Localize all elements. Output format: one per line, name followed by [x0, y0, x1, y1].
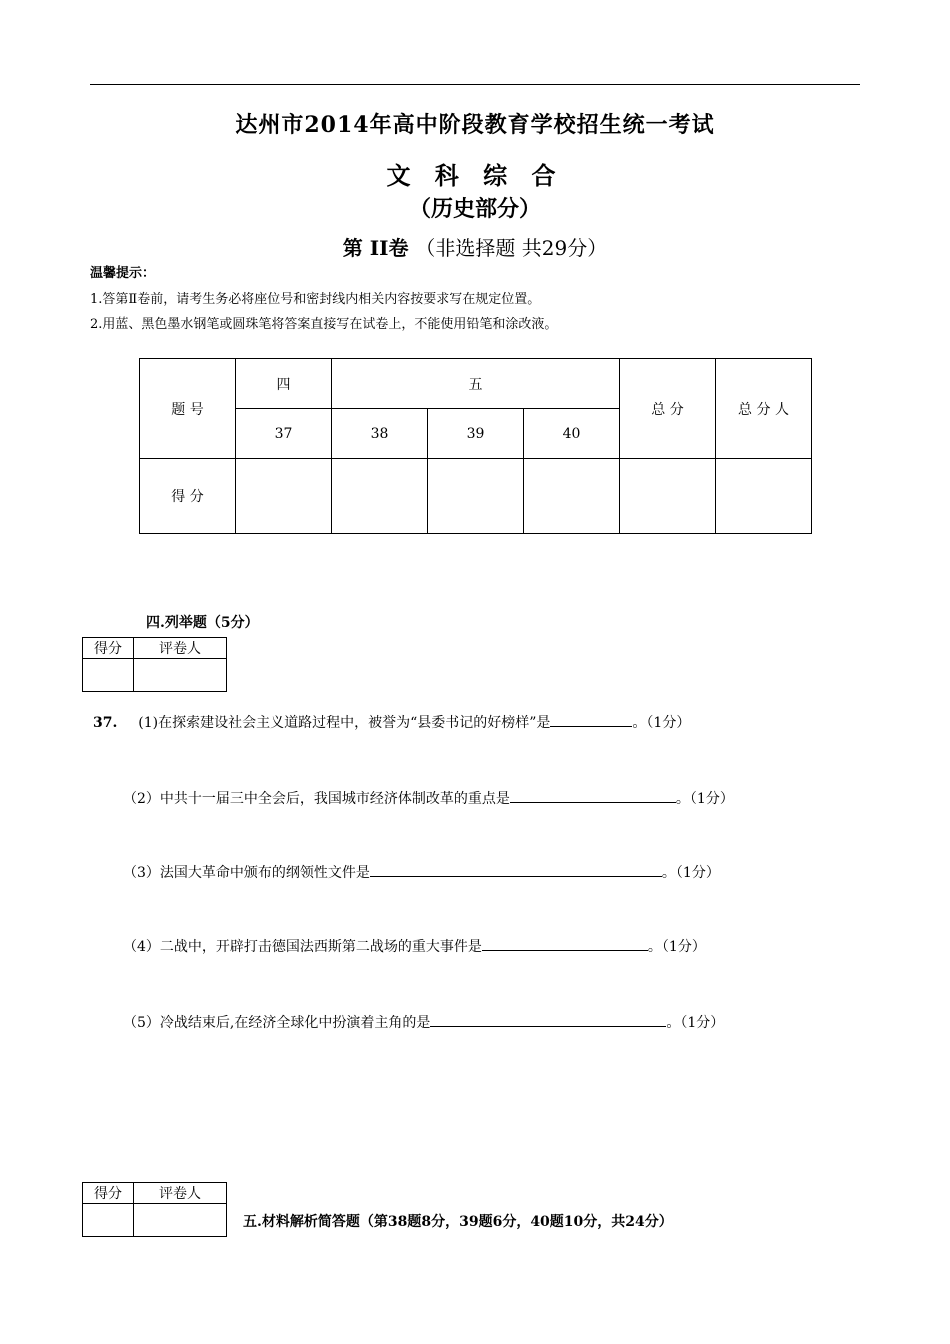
- grader-box-grader-cell[interactable]: [134, 659, 227, 692]
- group-four-header: 四: [236, 359, 332, 409]
- question-37-part-2: [123, 788, 734, 808]
- score-input-cell[interactable]: [332, 459, 428, 534]
- total-scorer-label: 总 分 人: [716, 359, 812, 459]
- question-37-part-3: [123, 862, 720, 882]
- question-number-cell: 39: [428, 409, 524, 459]
- paper-description: （非选择题 共29分）: [415, 236, 608, 260]
- score-input-cell[interactable]: [428, 459, 524, 534]
- score-input-cell[interactable]: [236, 459, 332, 534]
- grader-box-five: [82, 1182, 227, 1237]
- grader-box-four: [82, 637, 227, 692]
- score-row-label: 得 分: [140, 459, 236, 534]
- question-text: (1)在探索建设社会主义道路过程中，被誉为“县委书记的好榜样”是: [138, 715, 551, 731]
- tips-heading: 温馨提示：: [90, 266, 156, 281]
- question-37-part-1: [93, 712, 690, 732]
- grader-box-score-cell[interactable]: [83, 659, 134, 692]
- score-input-cell[interactable]: [524, 459, 620, 534]
- question-number: 37.: [93, 715, 118, 731]
- paper-label: 第 II卷: [342, 236, 409, 260]
- question-number-cell: 38: [332, 409, 428, 459]
- question-points: 。（1分）: [675, 791, 734, 807]
- grader-box-grader-cell[interactable]: [134, 1204, 227, 1237]
- question-text: （3）法国大革命中颁布的纲领性文件是: [123, 865, 370, 881]
- grader-box-score-label: 得分: [83, 638, 134, 659]
- answer-blank[interactable]: [430, 1014, 666, 1027]
- answer-blank[interactable]: [370, 864, 662, 877]
- question-37-part-5: [123, 1012, 724, 1032]
- section-five-title: 五.材料解析简答题（第38题8分，39题6分，40题10分，共24分）: [243, 1214, 673, 1230]
- subject-title: 文 科 综 合: [386, 161, 564, 190]
- question-points: 。（1分）: [647, 939, 706, 955]
- total-score-input-cell[interactable]: [620, 459, 716, 534]
- grader-box-grader-label: 评卷人: [134, 1183, 227, 1204]
- question-text: （5）冷战结束后,在经济全球化中扮演着主角的是: [123, 1015, 431, 1031]
- tip-item-1: 1.答第Ⅱ卷前，请考生务必将座位号和密封线内相关内容按要求写在规定位置。: [90, 292, 541, 307]
- answer-blank[interactable]: [482, 938, 648, 951]
- question-text: （4）二战中，开辟打击德国法西斯第二战场的重大事件是: [123, 939, 482, 955]
- total-scorer-input-cell[interactable]: [716, 459, 812, 534]
- question-number-cell: 40: [524, 409, 620, 459]
- grader-box-score-cell[interactable]: [83, 1204, 134, 1237]
- question-37-part-4: [123, 936, 706, 956]
- question-number-label: 题 号: [140, 359, 236, 459]
- grader-box-grader-label: 评卷人: [134, 638, 227, 659]
- question-number-cell: 37: [236, 409, 332, 459]
- answer-blank[interactable]: [510, 790, 676, 803]
- tip-item-2: 2.用蓝、黑色墨水钢笔或圆珠笔将答案直接写在试卷上，不能使用铅笔和涂改液。: [90, 317, 558, 332]
- exam-title: 达州市2014年高中阶段教育学校招生统一考试: [235, 112, 715, 138]
- part-title: （历史部分）: [408, 196, 541, 222]
- question-points: 。（1分）: [632, 715, 691, 731]
- paper-heading: [0, 232, 950, 261]
- score-table: [139, 358, 812, 534]
- grader-box-score-label: 得分: [83, 1183, 134, 1204]
- total-score-label: 总 分: [620, 359, 716, 459]
- top-rule: [90, 84, 860, 85]
- section-four-title: 四.列举题（5分）: [146, 615, 259, 631]
- question-points: 。（1分）: [661, 865, 720, 881]
- group-five-header: 五: [332, 359, 620, 409]
- answer-blank[interactable]: [550, 714, 632, 727]
- question-text: （2）中共十一届三中全会后，我国城市经济体制改革的重点是: [123, 791, 510, 807]
- question-points: 。（1分）: [666, 1015, 725, 1031]
